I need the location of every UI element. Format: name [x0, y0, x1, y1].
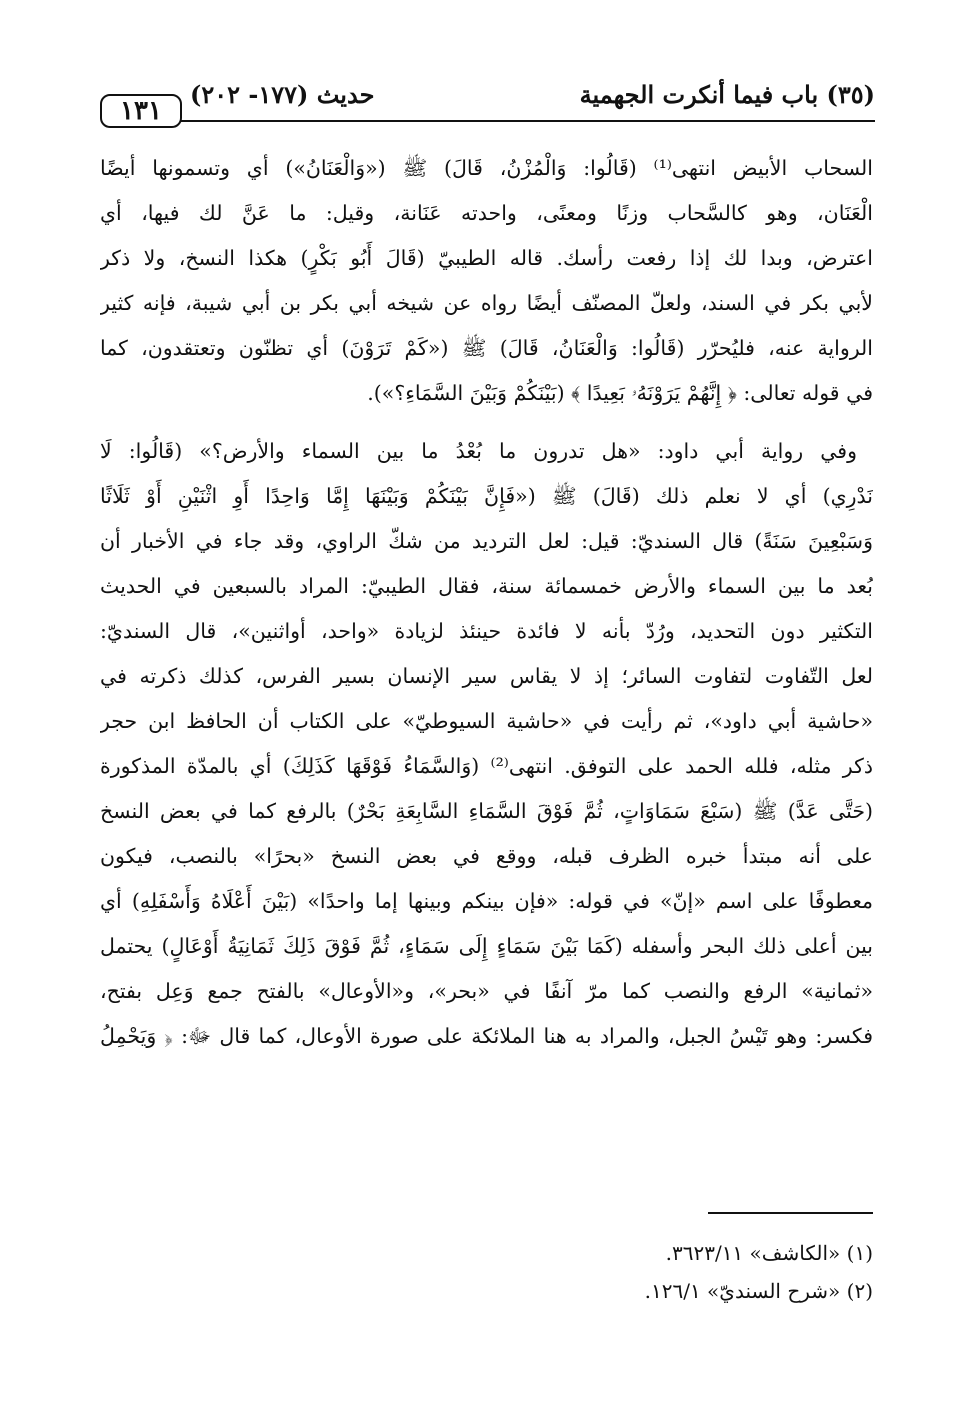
text-line: بُعد ما بين السماء والأرض خمسمائة سنة، فقال الطيبيّ: المراد بالسبعين في الحديث: [100, 574, 873, 598]
text-line: نَدْرِي) أي لا نعلم ذلك (قَالَ) ﷺ («فَإِنَّ بَيْنَكُمْ وَبَيْنَهَا إِمَّا وَاحِدًا أَوِ اثْنَيْنِ أَوْ ثَلَاثًا: [100, 484, 873, 508]
footnote: (١) «الكاشف» ٣٦٢٣/١١.: [665, 1241, 873, 1265]
text-line: لعل التّفاوت لتفاوت السائر؛ إذ لا يقاس سير الإنسان بسير الفرس، كذلك ذكرته في: [100, 664, 873, 688]
text-line: الرواية عنه، فليُحرّر (قَالُوا: وَالْعَنَانُ، قَالَ) ﷺ («كَمْ تَرَوْنَ) أي تظنّون وتعتقدون، كما: [100, 336, 873, 360]
chapter-title: (٣٥) باب فيما أنكرت الجهمية: [579, 80, 875, 109]
page-number: ١٣١: [100, 94, 182, 128]
text-line: «حاشية أبي داود»، ثم رأيت في «حاشية السيوطيّ» على الكتاب أن الحافظ ابن حجر: [100, 709, 873, 733]
text-line: بين أعلى ذلك البحر وأسفله (كَمَا بَيْنَ سَمَاءٍ إِلَى سَمَاءٍ، ثُمَّ فَوْقَ ذَلِكَ ثَمَانِيَةُ أَوْعَالٍ) يحتمل: [100, 934, 873, 958]
header-rule: [178, 120, 875, 122]
hadith-range: حديث (١٧٧- ٢٠٢): [190, 80, 375, 109]
text-line: التكثير دون التحديد، ورُدّ بأنه لا فائدة حينئذ لزيادة «واحد، أواثنين»، قال السنديّ:: [100, 619, 873, 643]
text-line: السحاب الأبيض انتهى⁽¹⁾ (قَالُوا: وَالْمُزْنُ، قَالَ) ﷺ («وَالْعَنَانُ») أي وتسمونها أيضًا: [100, 156, 873, 180]
text-line: لأبي بكر في السند، ولعلّ المصنّف أيضًا رواه عن شيخه أبي بكر بن أبي شيبة، فإنه كثير: [100, 291, 873, 315]
text-line: في قوله تعالى: ﴿ إِنَّهُمْ يَرَوْنَهُۥ بَعِيدًا ﴾ (بَيْنَكُمْ وَبَيْنَ السَّمَاءِ؟»).: [367, 381, 873, 405]
text-line: الْعَنَان، وهو كالسَّحاب وزنًا ومعنًى، واحدته عَنَانة، وقيل: ما عَنَّ لك فيها، أي: [100, 201, 873, 225]
text-line: وَسَبْعِينَ سَنَةً) قال السنديّ: قيل: لعل الترديد من شكّ الراوي، وقد جاء في الأخبار أن: [100, 529, 873, 553]
text-line: معطوفًا على اسم «إنّ» في قوله: «فإن بينكم وبينها إما واحدًا» (بَيْنَ أَعْلَاهُ وَأَسْفَلِهِ) أي: [100, 889, 873, 913]
text-line: فكسر: وهو تَيْسُ الجبل، والمراد به هنا الملائكة على صورة الأوعال، كما قال ﷻ: ﴿ وَيَحْمِلُ: [100, 1024, 873, 1048]
footnote: (٢) «شرح السنديّ» ١٢٦/١.: [644, 1279, 873, 1303]
footnote-separator: [708, 1212, 873, 1214]
text-line: «ثمانية» الرفع والنصب كما مرّ آنفًا في «بحر»، و«الأوعال» بالفتح جمع وَعِل بفتح،: [100, 979, 873, 1003]
page-header: [100, 80, 875, 130]
footnotes: [540, 1234, 873, 1310]
text-line: على أنه مبتدأ خبره الظرف قبله، ووقع في بعض النسخ «بحرًا» بالنصب، فيكون: [100, 844, 873, 868]
text-line: اعترض، وبدا لك إذا رفعت رأسك. قاله الطيبيّ (قَالَ أَبُو بَكْرٍ) هكذا النسخ، ولا ذكر: [100, 246, 873, 270]
text-line: وفي رواية أبي داود: «هل تدرون ما بُعْدُ ما بين السماء والأرض؟» (قَالُوا: لَا: [100, 439, 857, 463]
body-text: [100, 146, 873, 1059]
text-line: (حَتَّى عَدَّ) ﷺ (سَبْعَ سَمَاوَاتٍ، ثُمَّ فَوْقَ السَّمَاءِ السَّابِعَةِ بَحْرٌ) بالرفع كما في بعض النسخ: [100, 799, 873, 823]
paragraph-gap: [100, 416, 873, 429]
text-line: ذكر مثله، فلله الحمد على التوفق. انتهى⁽²⁾ (وَالسَّمَاءُ فَوْقَهَا كَذَلِكَ) أي بالمدّة المذكورة: [100, 754, 873, 778]
